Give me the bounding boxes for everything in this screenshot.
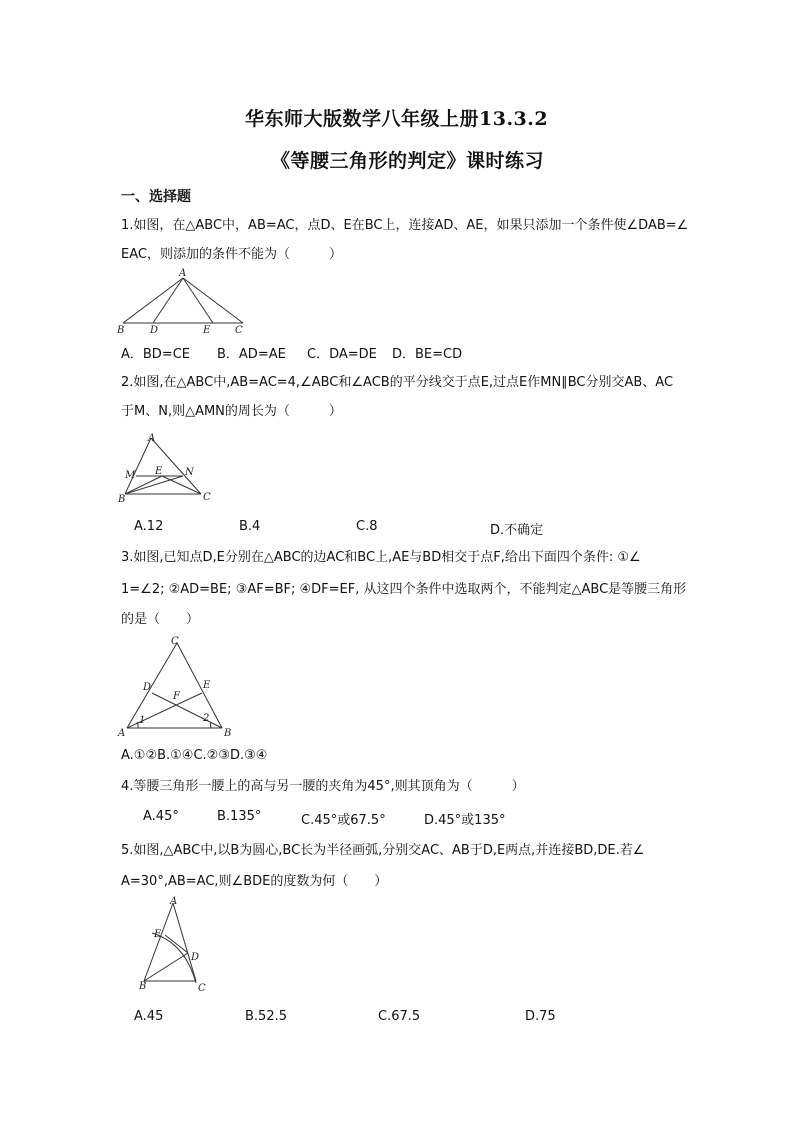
q3-text-line2: 1=∠2; ②AD=BE; ③AF=BF; ④DF=EF, 从这四个条件中选取两个，不能判定△ABC是等腰三角形 xyxy=(121,582,687,597)
q5-text-line1: 5.如图,△ABC中,以B为圆心,BC长为半径画弧,分别交AC、AB于D,E两点,并连接BD,DE.若∠ xyxy=(121,843,645,858)
q5-label-e: E xyxy=(154,929,162,940)
q1-text-line2: EAC，则添加的条件不能为（ ） xyxy=(121,247,342,262)
q3-label-angle2: 2 xyxy=(203,713,210,724)
q1-label-b: B xyxy=(117,325,125,336)
q4-option-b: B.135° xyxy=(217,809,262,824)
q5-option-c: C.67.5 xyxy=(378,1009,421,1024)
q1-option-b: B．AD=AE xyxy=(217,347,286,362)
q3-line-ac xyxy=(127,643,177,728)
q3-label-angle1: 1 xyxy=(139,715,146,726)
q3-label-f: F xyxy=(173,691,180,702)
q1-line-ac xyxy=(183,278,243,323)
q4-option-c: C.45°或67.5° xyxy=(301,813,386,828)
q1-line-ae xyxy=(183,278,213,323)
q5-line-ab xyxy=(144,903,173,981)
q3-text-line3: 的是（ ） xyxy=(121,612,200,627)
q5-option-a: A.45 xyxy=(134,1009,164,1024)
q3-label-d: D xyxy=(143,682,152,693)
q4-option-d: D.45°或135° xyxy=(424,813,506,828)
q3-figure xyxy=(115,635,240,743)
q3-label-a: A xyxy=(118,728,126,739)
q3-angle-1 xyxy=(137,722,138,728)
q2-option-d: D.不确定 xyxy=(490,523,544,538)
q2-text-line1: 2.如图,在△ABC中,AB=AC=4,∠ABC和∠ACB的平分线交于点E,过点E作MN∥BC分别交AB、AC xyxy=(121,375,674,390)
q2-label-m: M xyxy=(125,470,136,481)
q2-figure xyxy=(115,430,220,505)
q5-label-c: C xyxy=(198,983,206,994)
q3-line-bd xyxy=(152,693,222,728)
q5-line-bd xyxy=(144,953,188,981)
q4-text-line1: 4.等腰三角形一腰上的高与另一腰的夹角为45°,则其顶角为（ ） xyxy=(121,779,525,794)
q4-option-a: A.45° xyxy=(143,809,179,824)
q5-option-b: B.52.5 xyxy=(245,1009,287,1024)
q2-option-c: C.8 xyxy=(356,519,378,534)
q1-option-d: D．BE=CD xyxy=(392,347,463,362)
page-title-line2: 《等腰三角形的判定》课时练习 xyxy=(271,150,545,172)
q2-label-n: N xyxy=(185,467,194,478)
q5-line-ac xyxy=(173,903,196,981)
q2-option-b: B.4 xyxy=(239,519,261,534)
q1-label-e: E xyxy=(203,325,211,336)
q1-text-line1: 1.如图，在△ABC中，AB=AC，点D、E在BC上，连接AD、AE，如果只添加一个条件使∠DAB=∠ xyxy=(121,218,689,233)
q2-label-c: C xyxy=(203,492,211,503)
q1-label-c: C xyxy=(235,325,243,336)
q1-option-c: C．DA=DE xyxy=(307,347,377,362)
q3-text-line1: 3.如图,已知点D,E分别在△ABC的边AC和BC上,AE与BD相交于点F,给出下面四个条件: ①∠ xyxy=(121,550,641,565)
q2-option-a: A.12 xyxy=(134,519,164,534)
q2-line-ce xyxy=(162,476,201,494)
q3-label-b: B xyxy=(224,728,232,739)
q2-label-e: E xyxy=(155,466,163,477)
q2-label-b: B xyxy=(118,494,126,505)
q5-figure xyxy=(130,893,220,998)
q2-text-line2: 于M、N,则△AMN的周长为（ ） xyxy=(121,404,342,419)
q5-line-de xyxy=(165,935,188,953)
q2-line-ab xyxy=(125,438,151,494)
q1-line-ab xyxy=(123,278,183,323)
q1-figure xyxy=(115,268,255,336)
q5-option-d: D.75 xyxy=(525,1009,556,1024)
q3-label-e: E xyxy=(203,680,211,691)
q5-label-b: B xyxy=(139,981,147,992)
q1-option-a: A．BD=CE xyxy=(121,347,191,362)
page-title-line1: 华东师大版数学八年级上册13.3.2 xyxy=(245,108,549,130)
q5-label-d: D xyxy=(191,952,200,963)
q1-label-d: D xyxy=(150,325,159,336)
q5-text-line2: A=30°,AB=AC,则∠BDE的度数为何（ ） xyxy=(121,874,388,889)
section-title: 一、选择题 xyxy=(121,189,191,205)
q1-line-ad xyxy=(153,278,183,323)
q2-label-a: A xyxy=(148,433,156,444)
q3-label-c: C xyxy=(171,636,179,647)
q1-label-a: A xyxy=(179,268,187,279)
q3-line-bc xyxy=(177,643,222,728)
q3-options: A.①②B.①④C.②③D.③④ xyxy=(121,748,268,763)
q5-label-a: A xyxy=(170,896,178,907)
